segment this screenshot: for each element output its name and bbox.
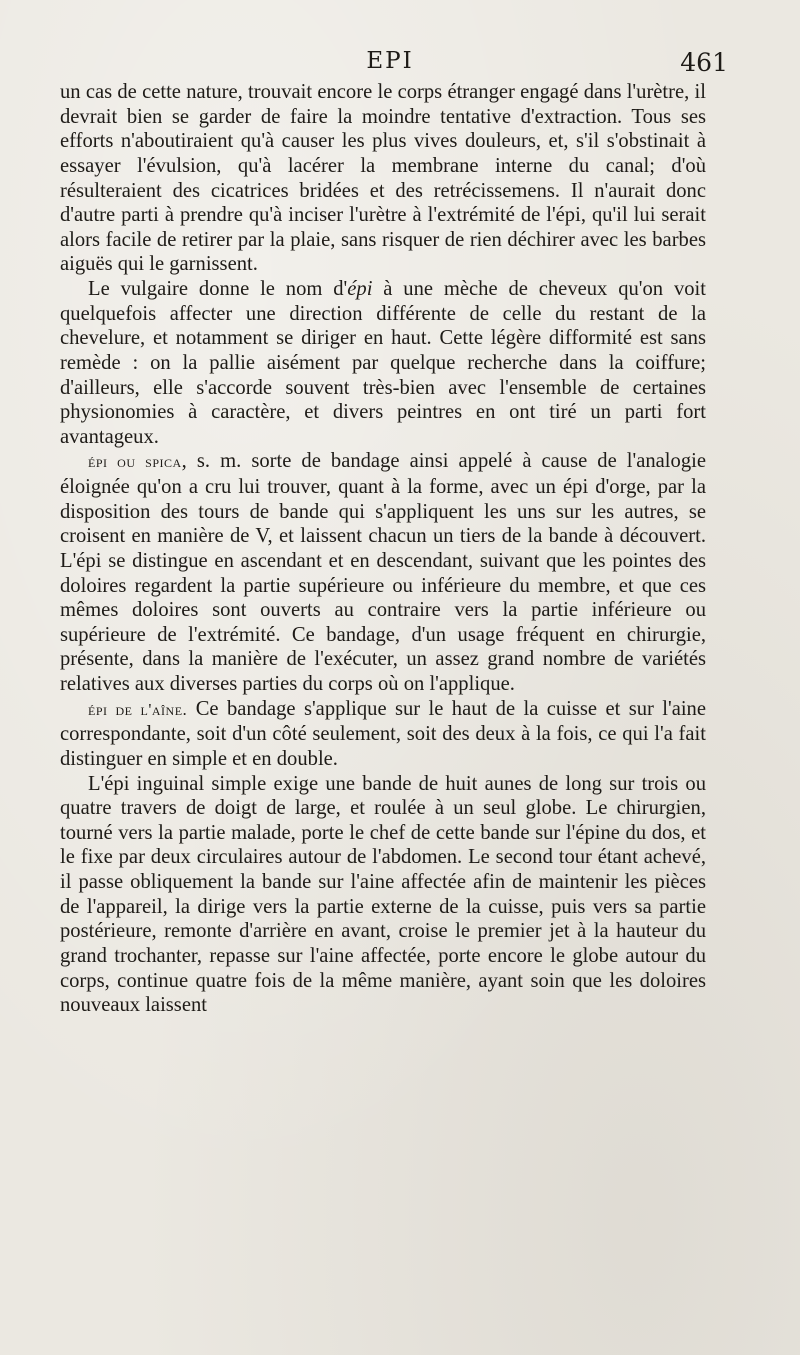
entry-epi-de-laine [60,697,706,772]
paragraph-text: un cas de cette nature, trouvait encore le corps étranger engagé dans l'urètre, il devrait bien se garder de faire la moindre tentative d'extraction. Tous ses efforts n'aboutiraient qu'à causer les plus vives douleurs, et, s'il s'obstinait à essayer l'évulsion, qu'à lacérer la membrane interne du canal; d'où résulteraient des cicatrices bridées et des retrécissemens. Il n'aurait donc d'autre parti à prendre qu'à inciser l'urètre à l'extrémité de l'épi, qu'il lui serait alors facile de retirer par la plaie, sans risquer de rien déchirer avec les barbes aiguës qui le garnissent. [60,81,706,276]
paragraph-epi-inguinal [60,772,706,1018]
entry-text: Ce bandage s'applique sur le haut de la cuisse et sur l'aine correspondante, soit d'un côté seulement, soit des deux à la fois, ce qui l'a fait distinguer en simple et en double. [60,697,706,770]
running-head: EPI [366,48,414,74]
entry-epi-ou-spica [60,449,706,696]
page-number: 461 [680,48,728,77]
paragraph-text: à une mèche de cheveux qu'on voit quelquefois affecter une direction différente de celle du restant de la chevelure, et notamment se diriger en haut. Cette légère difformité est sans remède : on la pallie aisément par quelque recherche dans la coiffure; d'ailleurs, elle s'accorde souvent très-bien avec l'ensemble de certaines physionomies à caractère, et divers peintres en ont tiré un parti fort avantageux. [60,278,706,448]
paragraph-continuation [60,80,706,277]
entry-heading: épi de l'aîne. [88,699,188,719]
entry-text: , s. m. sorte de bandage ainsi appelé à cause de l'analogie éloignée qu'on a cru lui trouver, quant à la forme, avec un épi d'orge, par la disposition des tours de bande qui s'appliquent les uns sur les autres, se croisent en manière de V, et laissent chacun un tiers de la bande à découvert. L'épi se distingue en ascendant et en descendant, suivant que les pointes des doloires regardent la partie supérieure ou inférieure du membre, et que ces mêmes doloires sont ouverts au contraire vers la partie inférieure ou supérieure de l'extrémité. Ce bandage, d'un usage fréquent en chirurgie, présente, dans la manière de l'exécuter, un assez grand nombre de variétés relatives aux diverses parties du corps où on l'applique. [60,450,706,695]
page-header [60,48,728,82]
entry-heading: épi ou spica [88,452,182,472]
paragraph-text: L'épi inguinal simple exige une bande de huit aunes de long sur trois ou quatre travers de doigt de large, et roulée à un seul globe. Le chirurgien, tourné vers la partie malade, porte le chef de cette bande sur l'épine du dos, et le fixe par deux circulaires autour de l'abdomen. Le second tour étant achevé, il passe obliquement la bande sur l'aine affectée afin de maintenir les pièces de l'appareil, la dirige vers la partie externe de la cuisse, puis vers sa partie postérieure, remonte d'arrière en avant, croise le premier jet à la hauteur du grand trochanter, repasse sur l'aine affectée, porte encore le globe autour du corps, continue quatre fois de la même manière, ayant soin que les doloires nouveaux laissent [60,772,706,1017]
body-text [60,80,706,1018]
paragraph-text: Le vulgaire donne le nom d' [88,278,348,300]
italic-term: épi [347,278,373,300]
paragraph-vulgaire [60,277,706,449]
